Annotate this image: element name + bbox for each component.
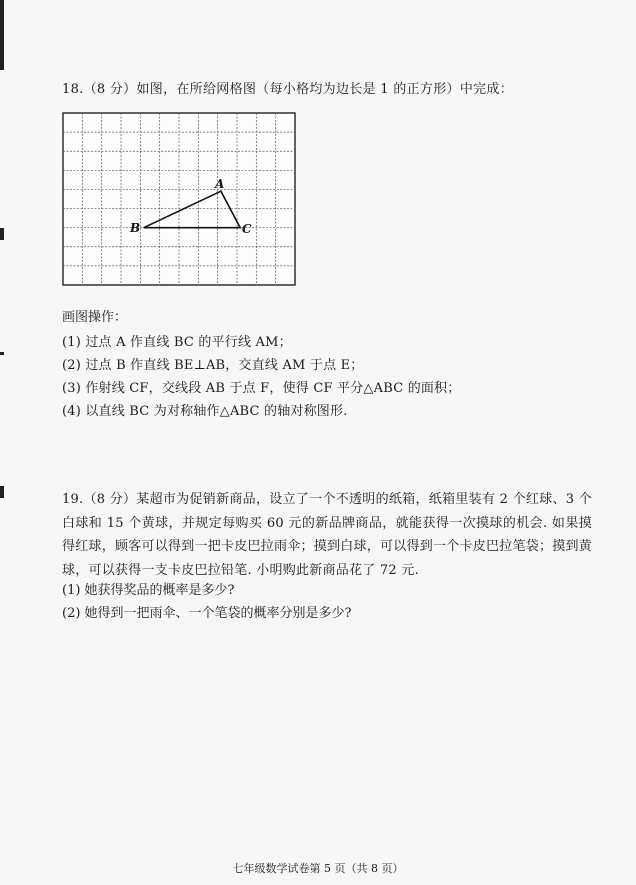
- page-footer: 七年级数学试卷第 5 页（共 8 页）: [232, 862, 404, 875]
- operation-1: (1) 过点 A 作直线 BC 的平行线 AM；: [62, 335, 292, 350]
- binding-edge-mark: [0, 352, 4, 355]
- grid-svg: [62, 112, 296, 286]
- binding-edge-mark: [0, 0, 4, 70]
- question-18-header: 18.（8 分）如图，在所给网格图（每小格均为边长是 1 的正方形）中完成：: [62, 82, 514, 97]
- grid-figure: [62, 112, 296, 286]
- operation-2: (2) 过点 B 作直线 BE⊥AB，交直线 AM 于点 E；: [62, 358, 364, 373]
- question-19-sub-2: (2) 她得到一把雨伞、一个笔袋的概率分别是多少?: [62, 606, 352, 621]
- operation-4: (4) 以直线 BC 为对称轴作△ABC 的轴对称图形.: [62, 404, 348, 419]
- point-a-label: A: [215, 177, 225, 191]
- binding-edge-mark: [0, 228, 4, 240]
- point-c-label: C: [242, 222, 252, 236]
- question-19-sub-1: (1) 她获得奖品的概率是多少?: [62, 583, 235, 598]
- binding-edge-mark: [0, 486, 4, 498]
- operation-3: (3) 作射线 CF，交线段 AB 于点 F，使得 CF 平分△ABC 的面积；: [62, 381, 461, 396]
- point-b-label: B: [130, 221, 141, 235]
- question-19-body: 19.（8 分）某超市为促销新商品，设立了一个不透明的纸箱，纸箱里装有 2 个红球、3 个白球和 15 个黄球，并规定每购买 60 元的新品牌商品，就能获得一次摸球的机会. 如果摸得红球，顾客可以得到一把卡皮巴拉雨伞；摸到白球，可以得到一个卡皮巴拉笔袋；摸到黄球，可以获得一支卡皮巴拉铅笔. 小明购此新商品花了 72 元.: [62, 492, 593, 578]
- operations-title: 画图操作：: [62, 310, 128, 325]
